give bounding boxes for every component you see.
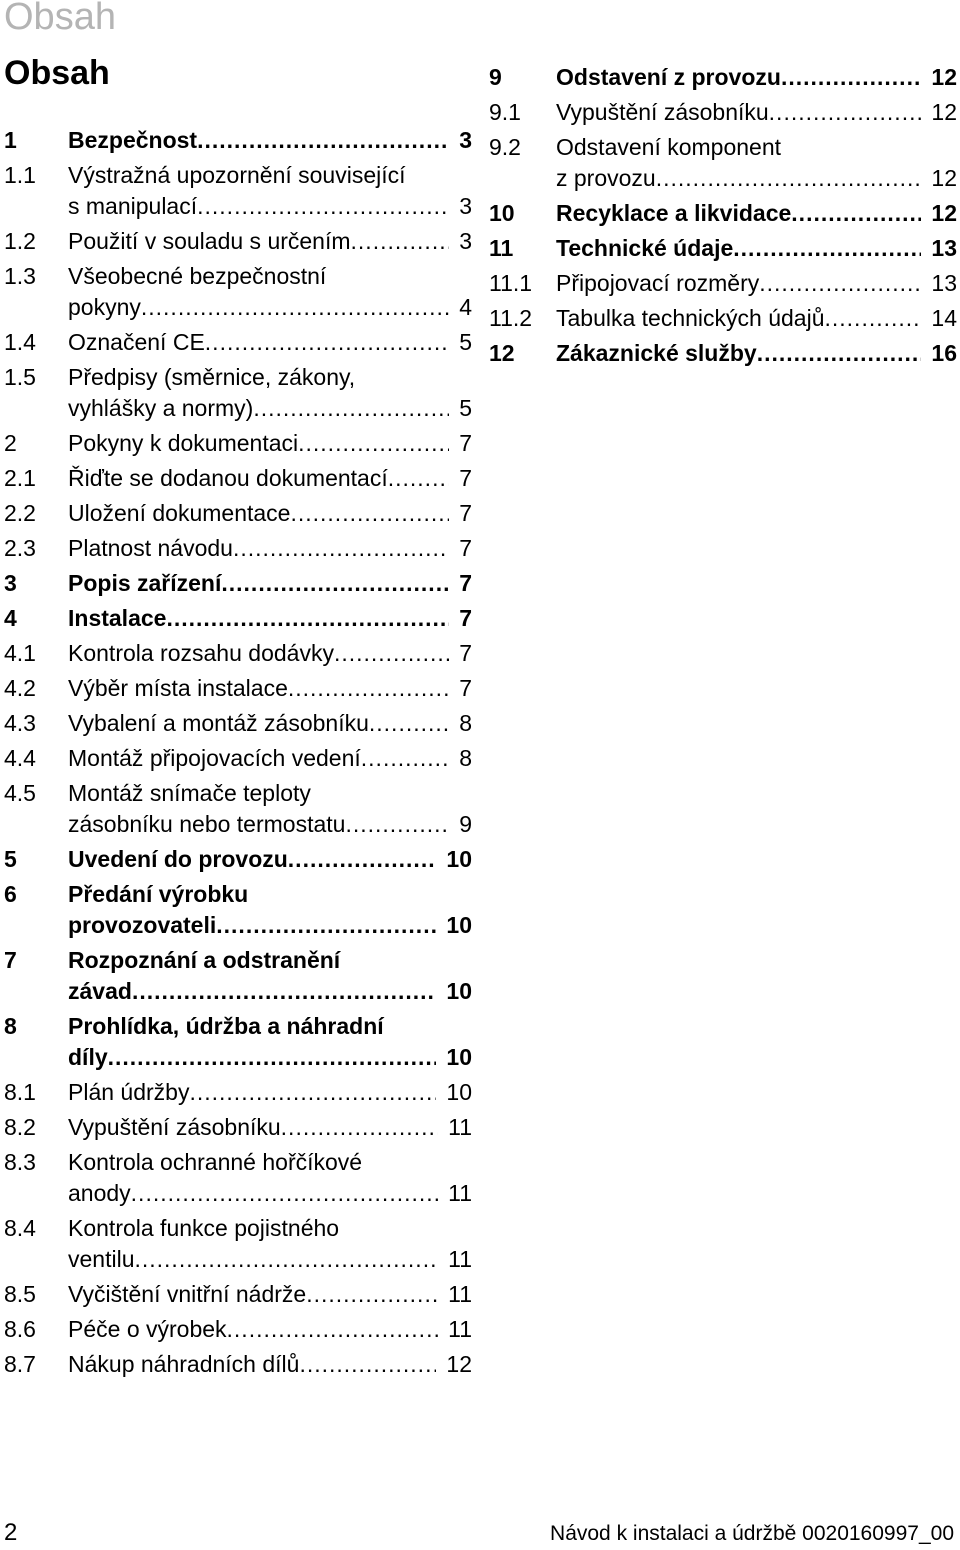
toc-entry-leader-line — [556, 198, 957, 229]
toc-entry-number: 6 — [4, 881, 17, 907]
toc-entry-title-line: Všeobecné bezpečnostní — [68, 263, 327, 289]
toc-entry-title: Odstavení z provozu — [556, 64, 781, 90]
toc-entry-leader-line — [68, 1279, 472, 1310]
toc-entry-body — [68, 498, 472, 529]
toc-entry-title: Popis zařízení — [68, 570, 222, 596]
dot-leader — [791, 198, 921, 229]
dot-leader — [388, 463, 449, 494]
dot-leader — [189, 1077, 436, 1108]
dot-leader — [345, 809, 449, 840]
toc-entry-leader-line — [68, 1112, 472, 1143]
toc-entry-body — [68, 879, 472, 941]
dot-leader — [825, 303, 922, 334]
toc-entry[interactable] — [489, 132, 957, 194]
toc-entry-body — [556, 198, 957, 229]
toc-entry[interactable] — [4, 226, 472, 257]
toc-entry-title: Uvedení do provozu — [68, 846, 288, 872]
toc-entry-body — [68, 533, 472, 564]
toc-entry-leader-line — [68, 673, 472, 704]
dot-leader — [361, 743, 449, 774]
toc-entry-number: 4.3 — [4, 710, 36, 736]
toc-entry-leader-line — [68, 191, 472, 222]
toc-entry[interactable] — [4, 673, 472, 704]
toc-entry-body — [556, 338, 957, 369]
toc-entry-leader-line — [68, 428, 472, 459]
toc-entry[interactable] — [4, 1279, 472, 1310]
toc-entry-number: 9.1 — [489, 99, 521, 125]
toc-entry-page: 10 — [446, 978, 472, 1004]
toc-entry-page: 4 — [459, 294, 472, 320]
toc-entry-page: 12 — [446, 1351, 472, 1377]
toc-entry-leader-line — [556, 233, 957, 264]
toc-entry-number: 1 — [4, 127, 17, 153]
dot-leader — [288, 673, 449, 704]
toc-entry-title-line: Prohlídka, údržba a náhradní — [68, 1013, 384, 1039]
toc-entry-page: 10 — [446, 846, 472, 872]
dot-leader — [769, 97, 922, 128]
toc-entry-title: Nákup náhradních dílů — [68, 1351, 300, 1377]
toc-entry-body — [68, 226, 472, 257]
toc-entry[interactable] — [4, 327, 472, 358]
toc-entry-body — [556, 62, 957, 93]
toc-entry[interactable] — [4, 708, 472, 739]
toc-entry[interactable] — [4, 463, 472, 494]
toc-entry[interactable] — [4, 879, 472, 941]
toc-left-column — [4, 125, 472, 1384]
toc-entry-page: 7 — [459, 640, 472, 666]
toc-entry-leader-line — [68, 498, 472, 529]
toc-entry[interactable] — [4, 844, 472, 875]
toc-entry-title: Péče o výrobek — [68, 1316, 227, 1342]
toc-entry-page: 12 — [931, 200, 957, 226]
dot-leader — [656, 163, 922, 194]
toc-entry[interactable] — [489, 198, 957, 229]
toc-entry-leader-line — [68, 1042, 472, 1073]
toc-entry-title: Použití v souladu s určením — [68, 228, 351, 254]
toc-entry[interactable] — [4, 1147, 472, 1209]
toc-entry-leader-line — [68, 1178, 472, 1209]
toc-entry-leader-line — [68, 1314, 472, 1345]
toc-entry-page: 7 — [459, 465, 472, 491]
toc-entry-title: Pokyny k dokumentaci — [68, 430, 299, 456]
toc-entry-body — [68, 125, 472, 156]
toc-entry-title: Technické údaje — [556, 235, 734, 261]
toc-entry-number: 8.1 — [4, 1079, 36, 1105]
toc-entry-page: 11 — [448, 1180, 472, 1206]
toc-entry-page: 12 — [931, 99, 957, 125]
toc-entry-number: 8.7 — [4, 1351, 36, 1377]
toc-entry-page: 7 — [459, 605, 472, 631]
dot-leader — [334, 638, 449, 669]
toc-entry-title: závad — [68, 978, 132, 1004]
dot-leader — [253, 393, 449, 424]
toc-entry-body — [68, 1011, 472, 1073]
toc-entry-page: 11 — [448, 1246, 472, 1272]
toc-entry-title: Zákaznické služby — [556, 340, 757, 366]
toc-entry-page: 13 — [931, 235, 957, 261]
toc-entry-leader-line — [68, 809, 472, 840]
dot-leader — [134, 1244, 438, 1275]
toc-entry-page: 14 — [931, 305, 957, 331]
toc-entry-title: ventilu — [68, 1246, 135, 1272]
toc-entry-page: 3 — [459, 127, 472, 153]
toc-entry[interactable] — [4, 125, 472, 156]
dot-leader — [132, 976, 436, 1007]
toc-entry-body — [68, 638, 472, 669]
toc-entry-title: Řiďte se dodanou dokumentací — [68, 465, 388, 491]
footer-document-title: Návod k instalaci a údržbě 0020160997_00 — [550, 1522, 954, 1545]
toc-entry[interactable] — [4, 1011, 472, 1073]
toc-entry-number: 4.4 — [4, 745, 36, 771]
toc-entry-number: 8.5 — [4, 1281, 36, 1307]
toc-entry-body — [556, 97, 957, 128]
toc-entry[interactable] — [4, 1213, 472, 1275]
toc-entry-page: 7 — [459, 535, 472, 561]
toc-entry-title: anody — [68, 1180, 131, 1206]
toc-entry-title: Plán údržby — [68, 1079, 190, 1105]
toc-entry-body — [68, 1314, 472, 1345]
toc-entry-leader-line — [556, 62, 957, 93]
dot-leader — [299, 1349, 436, 1380]
toc-entry-body — [556, 268, 957, 299]
toc-entry-body — [68, 327, 472, 358]
toc-entry-number: 1.5 — [4, 364, 36, 390]
toc-entry-number: 8 — [4, 1013, 17, 1039]
toc-entry-number: 11.2 — [489, 305, 533, 331]
toc-entry-title: Platnost návodu — [68, 535, 233, 561]
toc-entry-page: 3 — [459, 228, 472, 254]
toc-entry-number: 10 — [489, 200, 515, 226]
toc-entry-title: díly — [68, 1044, 108, 1070]
dot-leader — [781, 62, 921, 93]
toc-entry-body — [68, 603, 472, 634]
toc-entry-body — [68, 568, 472, 599]
toc-entry-number: 4 — [4, 605, 17, 631]
toc-entry[interactable] — [4, 498, 472, 529]
toc-entry-body — [68, 1213, 472, 1275]
dot-leader — [227, 1314, 439, 1345]
toc-entry-page: 3 — [459, 193, 472, 219]
toc-entry-number: 11 — [489, 235, 514, 261]
toc-entry-body — [68, 1349, 472, 1380]
toc-entry-number: 1.3 — [4, 263, 36, 289]
toc-entry-title: Vyčištění vnitřní nádrže — [68, 1281, 307, 1307]
toc-entry-title-line: Výstražná upozornění související — [68, 162, 406, 188]
toc-entry-body — [68, 362, 472, 424]
toc-entry-number: 2.3 — [4, 535, 36, 561]
toc-entry[interactable] — [4, 428, 472, 459]
toc-entry-leader-line — [68, 743, 472, 774]
toc-entry-number: 1.1 — [4, 162, 36, 188]
toc-entry-body — [68, 463, 472, 494]
toc-entry-leader-line — [68, 844, 472, 875]
toc-entry-number: 4.5 — [4, 780, 36, 806]
toc-entry-number: 9 — [489, 64, 502, 90]
footer-page-number: 2 — [4, 1519, 18, 1546]
dot-leader — [351, 226, 450, 257]
toc-entry[interactable] — [489, 268, 957, 299]
toc-entry-page: 13 — [931, 270, 957, 296]
toc-entry-page: 10 — [446, 1044, 472, 1070]
toc-entry-title: Vybalení a montáž zásobníku — [68, 710, 369, 736]
toc-entry[interactable] — [4, 160, 472, 222]
toc-entry-leader-line — [68, 568, 472, 599]
toc-entry-leader-line — [68, 603, 472, 634]
dot-leader — [298, 428, 449, 459]
toc-entry-number: 4.1 — [4, 640, 36, 666]
toc-entry[interactable] — [489, 338, 957, 369]
dot-leader — [166, 603, 449, 634]
dot-leader — [221, 568, 449, 599]
toc-entry-title: Kontrola rozsahu dodávky — [68, 640, 334, 666]
toc-entry-page: 12 — [931, 165, 957, 191]
toc-entry-title: Recyklace a likvidace — [556, 200, 792, 226]
toc-entry-number: 7 — [4, 947, 17, 973]
toc-entry-title: pokyny — [68, 294, 141, 320]
toc-entry-page: 11 — [448, 1281, 472, 1307]
toc-entry-title: Vypuštění zásobníku — [68, 1114, 281, 1140]
toc-entry-number: 8.4 — [4, 1215, 36, 1241]
toc-entry-page: 5 — [459, 329, 472, 355]
toc-entry-leader-line — [68, 638, 472, 669]
toc-entry-leader-line — [556, 268, 957, 299]
toc-entry-title-line: Kontrola funkce pojistného — [68, 1215, 340, 1241]
toc-entry-title: Připojovací rozměry — [556, 270, 760, 296]
dot-leader — [281, 1112, 438, 1143]
toc-entry-page: 7 — [459, 570, 472, 596]
toc-entry-title: provozovateli — [68, 912, 217, 938]
toc-entry-body — [556, 233, 957, 264]
dot-leader — [108, 1042, 437, 1073]
toc-entry-page: 10 — [446, 1079, 472, 1105]
toc-entry-leader-line — [556, 338, 957, 369]
toc-entry-body — [556, 132, 957, 194]
toc-entry-leader-line — [556, 163, 957, 194]
toc-entry-body — [68, 778, 472, 840]
toc-entry-number: 3 — [4, 570, 17, 596]
toc-entry[interactable] — [4, 533, 472, 564]
toc-entry-leader-line — [556, 303, 957, 334]
dot-leader — [131, 1178, 438, 1209]
toc-entry[interactable] — [4, 1077, 472, 1108]
toc-entry-page: 8 — [459, 710, 472, 736]
toc-entry-leader-line — [68, 1077, 472, 1108]
toc-entry-body — [68, 1147, 472, 1209]
toc-entry-body — [68, 743, 472, 774]
toc-entry-page: 11 — [448, 1316, 472, 1342]
toc-entry-title: Označení CE — [68, 329, 205, 355]
running-header: Obsah — [4, 0, 116, 38]
toc-entry-leader-line — [68, 1244, 472, 1275]
toc-entry-title-line: Předpisy (směrnice, zákony, — [68, 364, 356, 390]
toc-entry-body — [68, 428, 472, 459]
toc-entry-leader-line — [68, 292, 472, 323]
toc-entry-number: 1.2 — [4, 228, 36, 254]
dot-leader — [197, 191, 449, 222]
toc-entry-leader-line — [68, 708, 472, 739]
toc-entry-page: 12 — [931, 64, 957, 90]
toc-entry-number: 9.2 — [489, 134, 521, 160]
toc-entry-number: 11.1 — [489, 270, 533, 296]
toc-entry[interactable] — [489, 233, 957, 264]
toc-entry-number: 2.1 — [4, 465, 36, 491]
toc-entry-page: 7 — [459, 500, 472, 526]
toc-entry[interactable] — [4, 603, 472, 634]
toc-entry-body — [68, 945, 472, 1007]
toc-entry[interactable] — [4, 261, 472, 323]
toc-entry-body — [68, 673, 472, 704]
toc-entry-body — [68, 708, 472, 739]
toc-entry-page: 8 — [459, 745, 472, 771]
toc-entry-page: 5 — [459, 395, 472, 421]
toc-entry-number: 1.4 — [4, 329, 36, 355]
toc-entry-title: vyhlášky a normy) — [68, 395, 254, 421]
toc-entry-body — [68, 160, 472, 222]
dot-leader — [205, 327, 449, 358]
toc-entry-number: 2.2 — [4, 500, 36, 526]
toc-entry-number: 8.3 — [4, 1149, 36, 1175]
toc-entry-leader-line — [68, 1349, 472, 1380]
toc-entry-body — [556, 303, 957, 334]
toc-entry-page: 9 — [459, 811, 472, 837]
toc-entry-title-line: Montáž snímače teploty — [68, 780, 311, 806]
toc-entry-leader-line — [556, 97, 957, 128]
dot-leader — [369, 708, 449, 739]
toc-entry[interactable] — [4, 1349, 472, 1380]
toc-entry-title: Instalace — [68, 605, 167, 631]
toc-entry-leader-line — [68, 125, 472, 156]
toc-entry-page: 7 — [459, 675, 472, 701]
toc-entry-body — [68, 1112, 472, 1143]
toc-entry-title-line: Kontrola ochranné hořčíkové — [68, 1149, 363, 1175]
toc-entry-leader-line — [68, 463, 472, 494]
dot-leader — [759, 268, 921, 299]
toc-entry[interactable] — [4, 362, 472, 424]
toc-entry-number: 8.6 — [4, 1316, 36, 1342]
toc-entry-title-line: Rozpoznání a odstranění — [68, 947, 341, 973]
toc-entry-title: zásobníku nebo termostatu — [68, 811, 346, 837]
toc-entry-title: Vypuštění zásobníku — [556, 99, 769, 125]
dot-leader — [216, 910, 436, 941]
toc-entry-number: 5 — [4, 846, 17, 872]
toc-entry-number: 12 — [489, 340, 515, 366]
toc-entry-page: 7 — [459, 430, 472, 456]
toc-entry-body — [68, 261, 472, 323]
toc-entry-body — [68, 844, 472, 875]
toc-entry-page: 16 — [931, 340, 957, 366]
toc-entry-title: Bezpečnost — [68, 127, 198, 153]
toc-entry[interactable] — [4, 1112, 472, 1143]
toc-right-column — [489, 62, 957, 373]
toc-entry-title-line: Odstavení komponent — [556, 134, 782, 160]
dot-leader — [141, 292, 449, 323]
toc-title: Obsah — [4, 54, 110, 92]
toc-entry-number: 8.2 — [4, 1114, 36, 1140]
dot-leader — [288, 844, 437, 875]
toc-entry-leader-line — [68, 533, 472, 564]
toc-entry-leader-line — [68, 393, 472, 424]
toc-entry-body — [68, 1279, 472, 1310]
dot-leader — [197, 125, 449, 156]
toc-entry-number: 2 — [4, 430, 17, 456]
toc-entry-title: s manipulací — [68, 193, 198, 219]
toc-entry[interactable] — [4, 568, 472, 599]
dot-leader — [733, 233, 921, 264]
toc-entry-title: z provozu — [556, 165, 656, 191]
toc-entry-number: 4.2 — [4, 675, 36, 701]
toc-entry[interactable] — [4, 945, 472, 1007]
toc-entry-title: Tabulka technických údajů — [556, 305, 825, 331]
toc-entry[interactable] — [489, 62, 957, 93]
dot-leader — [757, 338, 922, 369]
toc-entry-page: 10 — [446, 912, 472, 938]
toc-entry[interactable] — [4, 743, 472, 774]
toc-entry-body — [68, 1077, 472, 1108]
toc-entry[interactable] — [489, 97, 957, 128]
toc-entry[interactable] — [4, 638, 472, 669]
toc-entry-title: Uložení dokumentace — [68, 500, 291, 526]
toc-entry-leader-line — [68, 226, 472, 257]
toc-entry-title: Výběr místa instalace — [68, 675, 288, 701]
dot-leader — [233, 533, 449, 564]
toc-entry[interactable] — [489, 303, 957, 334]
toc-entry-leader-line — [68, 976, 472, 1007]
toc-entry[interactable] — [4, 778, 472, 840]
toc-entry-title-line: Předání výrobku — [68, 881, 249, 907]
toc-entry-leader-line — [68, 910, 472, 941]
dot-leader — [306, 1279, 438, 1310]
dot-leader — [290, 498, 449, 529]
toc-entry-title: Montáž připojovacích vedení — [68, 745, 361, 771]
toc-entry[interactable] — [4, 1314, 472, 1345]
toc-entry-page: 11 — [448, 1114, 472, 1140]
toc-entry-leader-line — [68, 327, 472, 358]
